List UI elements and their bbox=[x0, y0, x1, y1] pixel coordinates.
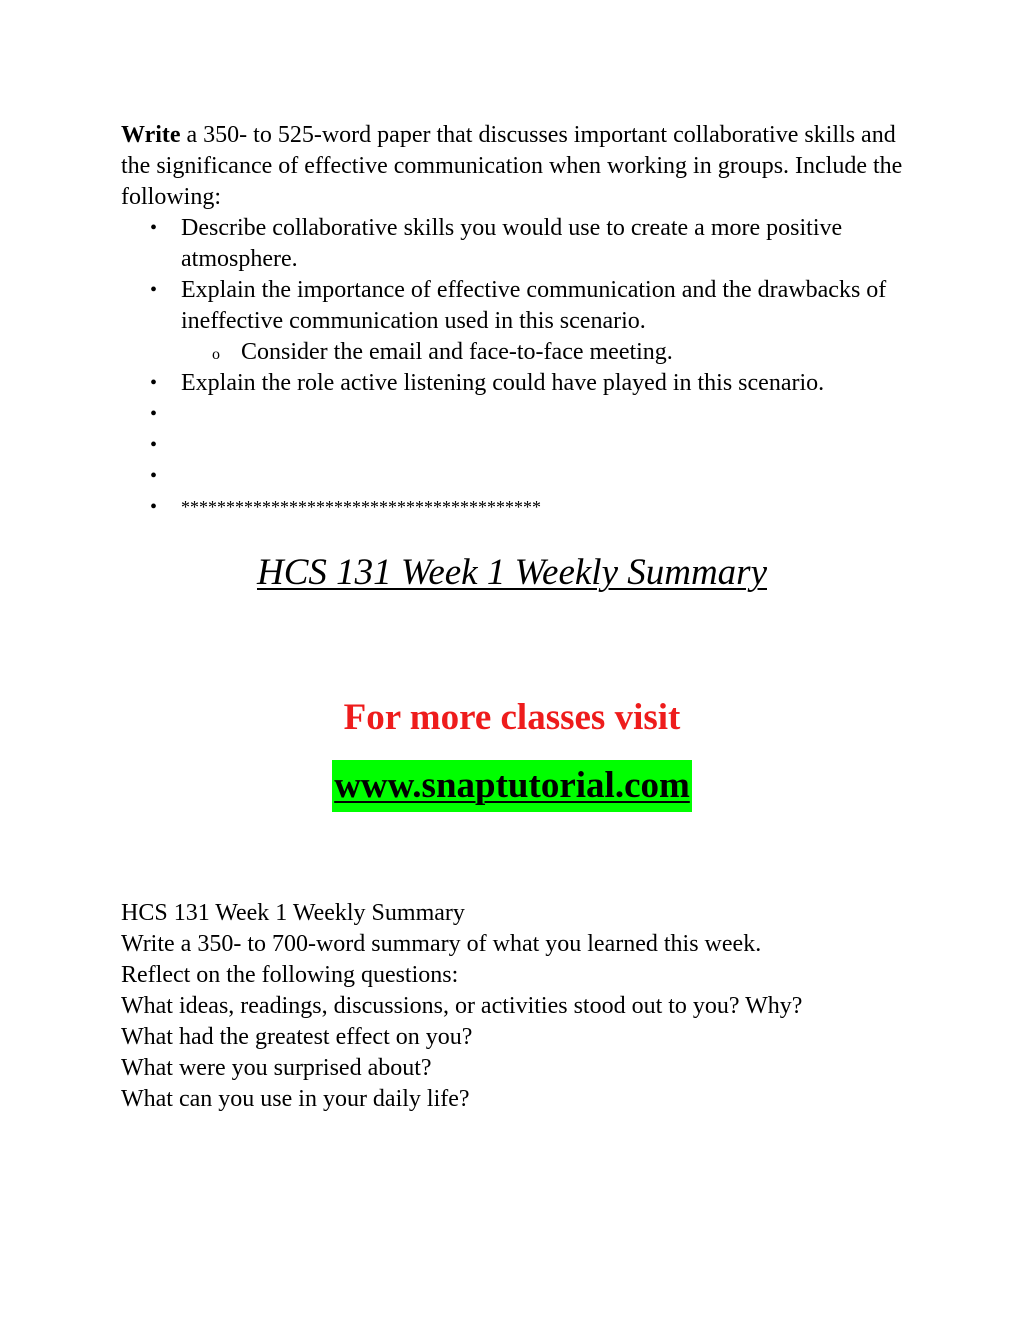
promo-visit-text: For more classes visit bbox=[343, 697, 681, 738]
summary-line: Write a 350- to 700-word summary of what you learned this week. bbox=[121, 931, 762, 957]
list-item: • Explain the role active listening could have played in this scenario. bbox=[181, 368, 941, 399]
empty-list-item bbox=[181, 430, 941, 461]
summary-line: What ideas, readings, discussions, or activities stood out to you? Why? bbox=[121, 993, 803, 1019]
separator-stars: • **************************************** bbox=[181, 492, 941, 523]
list-item: • Describe collaborative skills you would use to create a more positive atmosphere. bbox=[181, 213, 941, 275]
section-heading: HCS 131 Week 1 Weekly Summary bbox=[257, 552, 767, 593]
list-item: • Explain the importance of effective communication and the drawbacks of ineffective communication used in this scenario. bbox=[181, 275, 941, 337]
promo-link-container bbox=[0, 760, 1024, 812]
summary-line: What can you use in your daily life? bbox=[121, 1086, 470, 1112]
intro-text: a 350- to 525-word paper that discusses important collaborative skills and the significance of effective communication when working in groups. Include the following: bbox=[121, 122, 903, 210]
summary-block bbox=[121, 898, 921, 1115]
summary-line: What were you surprised about? bbox=[121, 1055, 432, 1081]
promo-link[interactable]: www.snaptutorial.com bbox=[332, 760, 692, 812]
empty-list-item bbox=[181, 399, 941, 430]
intro-paragraph bbox=[121, 120, 921, 213]
summary-line: Reflect on the following questions: bbox=[121, 962, 459, 988]
empty-list-item bbox=[181, 461, 941, 492]
intro-lead-word: Write bbox=[121, 122, 181, 148]
sub-list-item: o Consider the email and face-to-face meeting. bbox=[181, 337, 941, 368]
summary-line: What had the greatest effect on you? bbox=[121, 1024, 473, 1050]
summary-line: HCS 131 Week 1 Weekly Summary bbox=[121, 900, 465, 926]
requirements-list bbox=[181, 213, 941, 523]
